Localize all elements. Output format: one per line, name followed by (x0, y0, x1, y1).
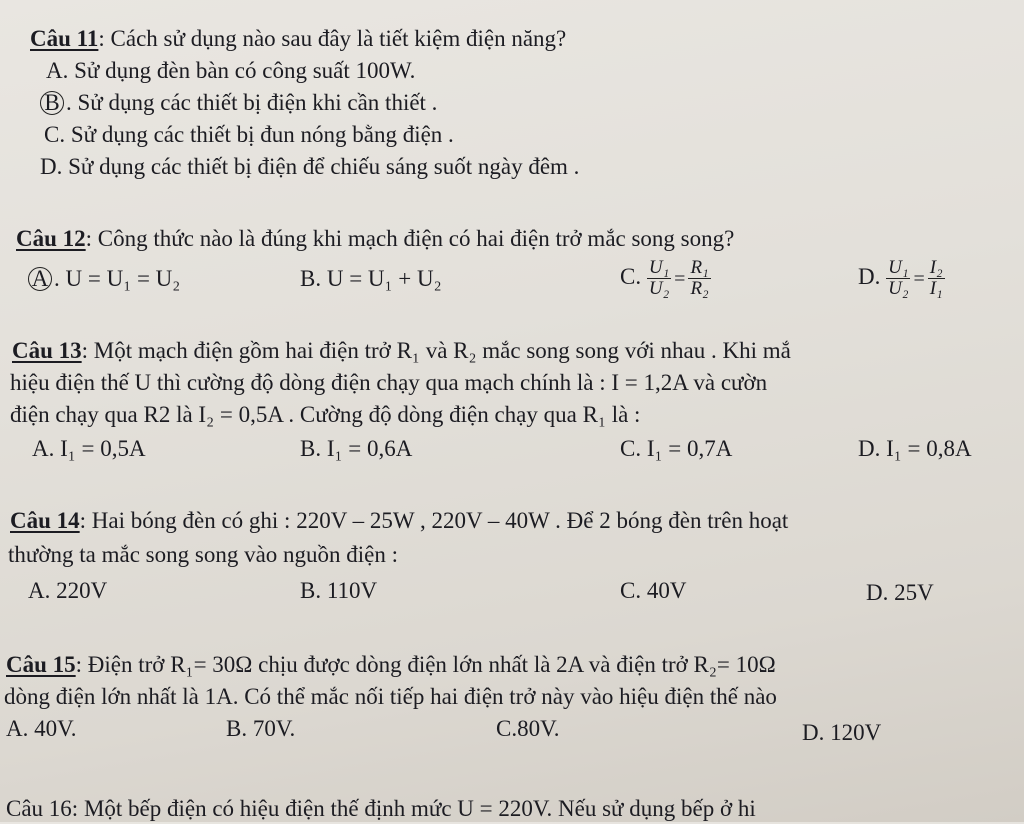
q11-option-b (40, 88, 437, 118)
q15-option-b: B. 70V. (226, 716, 296, 741)
q11-selected-mark: B (40, 91, 64, 115)
q12-option-b: B. U = U₁ + U₂ (300, 266, 442, 291)
q12-selected-mark: A (28, 267, 52, 291)
q14-option-b: B. 110V (300, 578, 378, 603)
q15-stem-line1 (6, 650, 776, 680)
q15-option-d: D. 120V (802, 720, 882, 745)
q12-c-fraction-left: $\frac{\text{U₁}}{\text{U₂}}$ (648, 257, 670, 299)
q16-stem-line1: Câu 16: Một bếp điện có hiệu điện thế định mức U = 220V. Nếu sử dụng bếp ở hi (6, 796, 756, 821)
q12-text: : Công thức nào là đúng khi mạch điện có hai điện trở mắc song song? (85, 226, 735, 251)
q13-option-b: B. I₁ = 0,6A (300, 436, 413, 461)
q12-stem (16, 224, 734, 254)
q14-label: Câu 14 (10, 508, 80, 533)
q12-option-a-text: . U = U₁ = U₂ (54, 266, 181, 291)
q13-option-a: A. I₁ = 0,5A (32, 436, 146, 461)
q11-option-a: A. Sử dụng đèn bàn có công suất 100W. (46, 58, 416, 83)
q13-stem-line1 (12, 336, 791, 366)
q12-d-fraction-right: $\frac{\text{I₂}}{\text{I₁}}$ (929, 257, 943, 299)
q15-option-c: C.80V. (496, 716, 560, 741)
q11-option-b-text: . Sử dụng các thiết bị điện khi cần thiết . (66, 90, 438, 115)
q12-option-c: C. $\frac{\text{U₁}}{\text{U₂}}$ = $\frac{\text{R₁}}{\text{R₂}}$ (620, 257, 709, 299)
q14-stem-line2: thường ta mắc song song vào nguồn điện : (8, 542, 399, 567)
q13-stem-line3: điện chạy qua R2 là I₂ = 0,5A . Cường độ dòng điện chạy qua R₁ là : (10, 402, 641, 427)
q13-option-c: C. I₁ = 0,7A (620, 436, 733, 461)
q15-option-a: A. 40V. (6, 716, 77, 741)
q12-option-d: D. $\frac{\text{U₁}}{\text{U₂}}$ = $\frac{\text{I₂}}{\text{I₁}}$ (858, 257, 943, 299)
q11-option-d: D. Sử dụng các thiết bị điện để chiếu sáng suốt ngày đêm . (40, 154, 580, 179)
q14-option-c: C. 40V (620, 578, 687, 603)
q12-d-fraction-left: $\frac{\text{U₁}}{\text{U₂}}$ (888, 257, 909, 299)
q11-stem (30, 24, 566, 54)
q11-label: Câu 11 (30, 26, 99, 51)
q11-text: : Cách sử dụng nào sau đây là tiết kiệm điện năng? (98, 26, 567, 51)
q15-stem-line2: dòng điện lớn nhất là 1A. Có thể mắc nối tiếp hai điện trở này vào hiệu điện thế nào (4, 684, 777, 709)
q13-option-d: D. I₁ = 0,8A (858, 436, 972, 461)
q14-stem-line1 (10, 506, 788, 536)
q13-label: Câu 13 (12, 338, 82, 363)
q12-option-d-prefix: D. (858, 263, 881, 289)
q12-label: Câu 12 (16, 226, 86, 251)
q12-option-c-prefix: C. (620, 263, 642, 289)
q14-text-line1: : Hai bóng đèn có ghi : 220V – 25W , 220V – 40W . Để 2 bóng đèn trên hoạt (79, 508, 789, 533)
q15-label: Câu 15 (6, 652, 76, 677)
q15-text-line1: : Điện trở R₁= 30Ω chịu được dòng điện lớn nhất là 2A và điện trở R₂= 10Ω (75, 652, 776, 677)
q14-option-d: D. 25V (866, 580, 934, 605)
q14-option-a: A. 220V (28, 578, 108, 603)
q11-option-c: C. Sử dụng các thiết bị đun nóng bằng điện . (44, 122, 454, 147)
q12-option-a (28, 264, 180, 294)
q13-stem-line2: hiệu điện thế U thì cường độ dòng điện chạy qua mạch chính là : I = 1,2A và cườn (10, 370, 768, 395)
q13-text-line1: : Một mạch điện gồm hai điện trở R₁ và R₂ mắc song song với nhau . Khi mắ (81, 338, 791, 363)
q12-c-fraction-right: $\frac{\text{R₁}}{\text{R₂}}$ (690, 257, 709, 299)
